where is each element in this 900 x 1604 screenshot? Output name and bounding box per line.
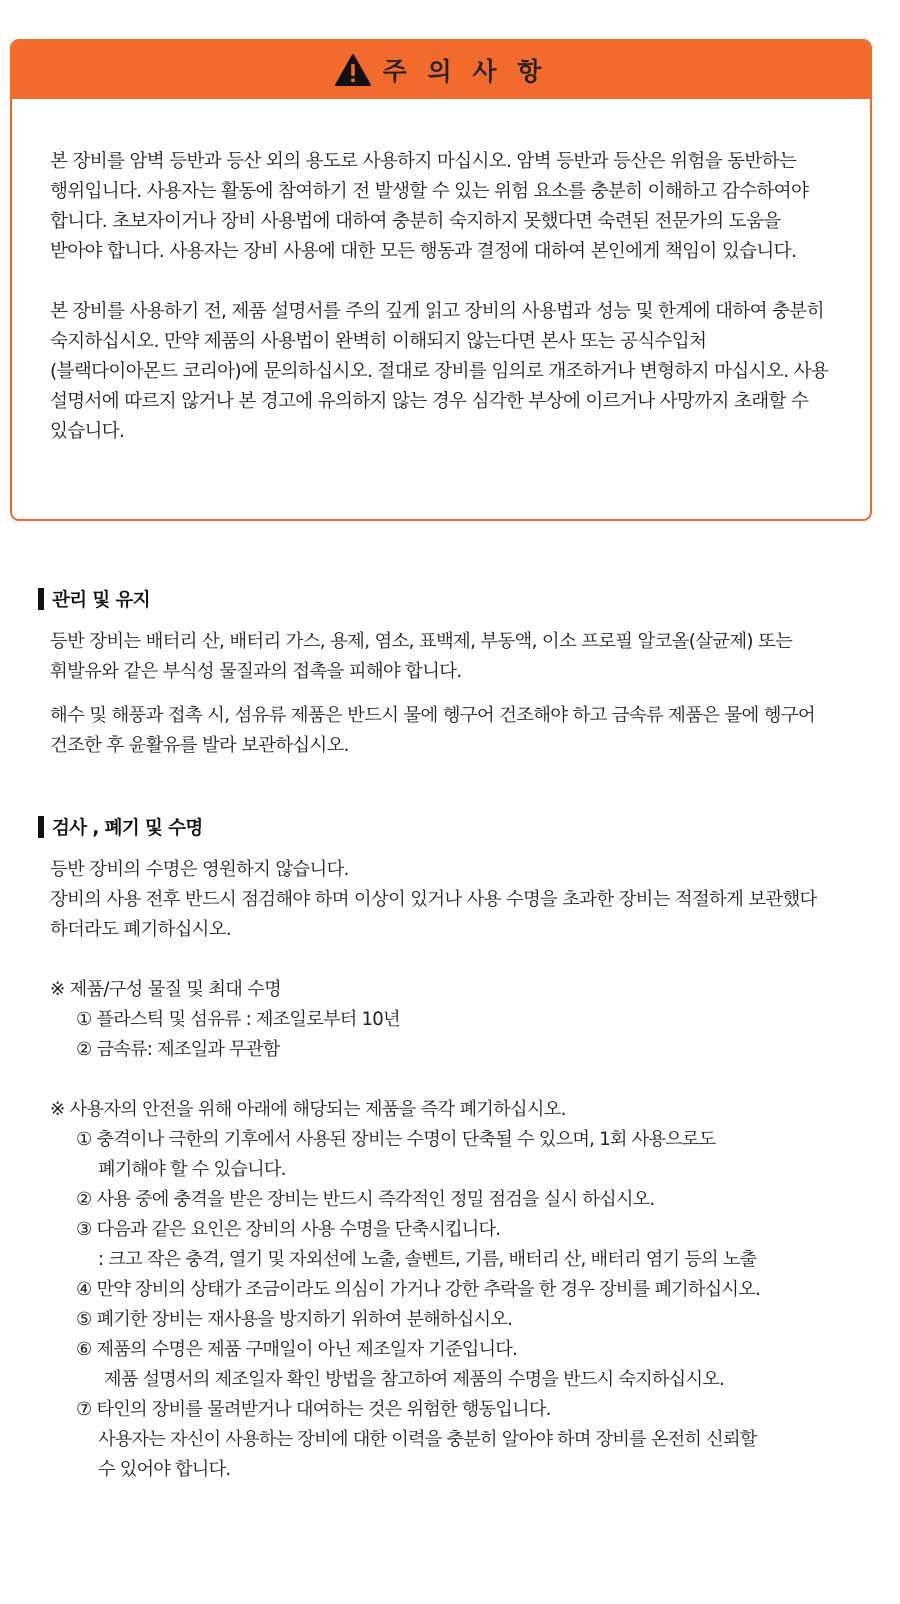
warning-triangle-icon xyxy=(335,54,371,86)
inspection-intro-2: 장비의 사용 전후 반드시 점검해야 하며 이상이 있거나 사용 수명을 초과한 장비는 적절하게 보관했다 하더라도 폐기하십시오. xyxy=(50,889,817,940)
warning-header xyxy=(12,41,870,99)
warning-title: 주 의 사 항 xyxy=(382,57,548,86)
disposal-item-3-cont: : 크고 작은 충격, 열기 및 자외선에 노출, 솔벤트, 기름, 배터리 산, 배터리 염기 등의 노출 xyxy=(98,1249,757,1270)
inspection-intro-1: 등반 장비의 수명은 영원하지 않습니다. xyxy=(50,859,349,880)
care-section-title xyxy=(38,587,848,611)
inspection-title: 검사 , 폐기 및 수명 xyxy=(52,818,203,839)
care-section xyxy=(38,587,848,761)
disposal-item-7: ⑦ 타인의 장비를 물려받거나 대여하는 것은 위험한 행동입니다. xyxy=(76,1399,551,1420)
care-title: 관리 및 유지 xyxy=(52,590,151,611)
disposal-item-7-cont-2: 수 있어야 합니다. xyxy=(98,1459,231,1480)
disposal-item-2: ② 사용 중에 충격을 받은 장비는 반드시 즉각적인 정밀 점검을 실시 하십시오. xyxy=(76,1189,655,1210)
disposal-item-7-cont-1: 사용자는 자신이 사용하는 장비에 대한 이력을 충분히 알아야 하며 장비를 온전히 신뢰할 xyxy=(98,1429,757,1450)
disposal-item-6: ⑥ 제품의 수명은 제품 구매일이 아닌 제조일자 기준입니다. xyxy=(76,1339,518,1360)
disposal-item-1: ① 충격이나 극한의 기후에서 사용된 장비는 수명이 단축될 수 있으며, 1회 사용으로도 xyxy=(76,1129,716,1150)
lifespan-item-2: ② 금속류: 제조일과 무관함 xyxy=(76,1039,280,1060)
inspection-section-title xyxy=(38,815,848,839)
section-bar xyxy=(38,588,44,610)
disposal-item-3: ③ 다음과 같은 요인은 장비의 사용 수명을 단축시킵니다. xyxy=(76,1219,501,1240)
warning-box xyxy=(10,39,872,521)
care-paragraph-2: 해수 및 해풍과 접촉 시, 섬유류 제품은 반드시 물에 헹구어 건조해야 하고 금속류 제품은 물에 헹구어 건조한 후 윤활유를 발라 보관하십시오. xyxy=(50,705,815,756)
inspection-section xyxy=(38,815,848,1485)
disposal-item-5: ⑤ 폐기한 장비는 재사용을 방지하기 위하여 분해하십시오. xyxy=(76,1309,513,1330)
disposal-item-4: ④ 만약 장비의 상태가 조금이라도 의심이 가거나 강한 추락을 한 경우 장비를 폐기하십시오. xyxy=(76,1279,760,1300)
warning-paragraph-2: 본 장비를 사용하기 전, 제품 설명서를 주의 깊게 읽고 장비의 사용법과 성능 및 한계에 대하여 충분히 숙지하십시오. 만약 제품의 사용법이 완벽히 이해되지 않는다면 본사 또는 공식수입처(블랙다이아몬드 코리아)에 문의하십시오. 절대로 장비를 임의로 개조하거나 변형하지 마십시오. 사용 설명서에 따르지 않거나 본 경고에 유의하지 않는 경우 심각한 부상에 이르거나 사망까지 초래할 수 있습니다. xyxy=(50,301,829,442)
lifespan-heading: ※ 제품/구성 물질 및 최대 수명 xyxy=(50,979,281,1000)
lifespan-item-1: ① 플라스틱 및 섬유류 : 제조일로부터 10년 xyxy=(76,1009,400,1030)
disposal-item-1-cont: 폐기해야 할 수 있습니다. xyxy=(98,1159,286,1180)
warning-body xyxy=(12,99,870,447)
disposal-heading: ※ 사용자의 안전을 위해 아래에 해당되는 제품을 즉각 폐기하십시오. xyxy=(50,1099,566,1120)
disposal-item-6-cont: 제품 설명서의 제조일자 확인 방법을 참고하여 제품의 수명을 반드시 숙지하십시오. xyxy=(104,1369,724,1390)
warning-paragraph-1: 본 장비를 암벽 등반과 등산 외의 용도로 사용하지 마십시오. 암벽 등반과 등산은 위험을 동반하는 행위입니다. 사용자는 활동에 참여하기 전 발생할 수 있는 위험 요소를 충분히 이해하고 감수하여야 합니다. 초보자이거나 장비 사용법에 대하여 충분히 숙지하지 못했다면 숙련된 전문가의 도움을 받아야 합니다. 사용자는 장비 사용에 대한 모든 행동과 결정에 대하여 본인에게 책임이 있습니다. xyxy=(50,151,809,262)
care-paragraph-1: 등반 장비는 배터리 산, 배터리 가스, 용제, 염소, 표백제, 부동액, 이소 프로필 알코올(살균제) 또는 휘발유와 같은 부식성 물질과의 접촉을 피해야 합니다. xyxy=(50,631,793,682)
section-bar xyxy=(38,816,44,838)
